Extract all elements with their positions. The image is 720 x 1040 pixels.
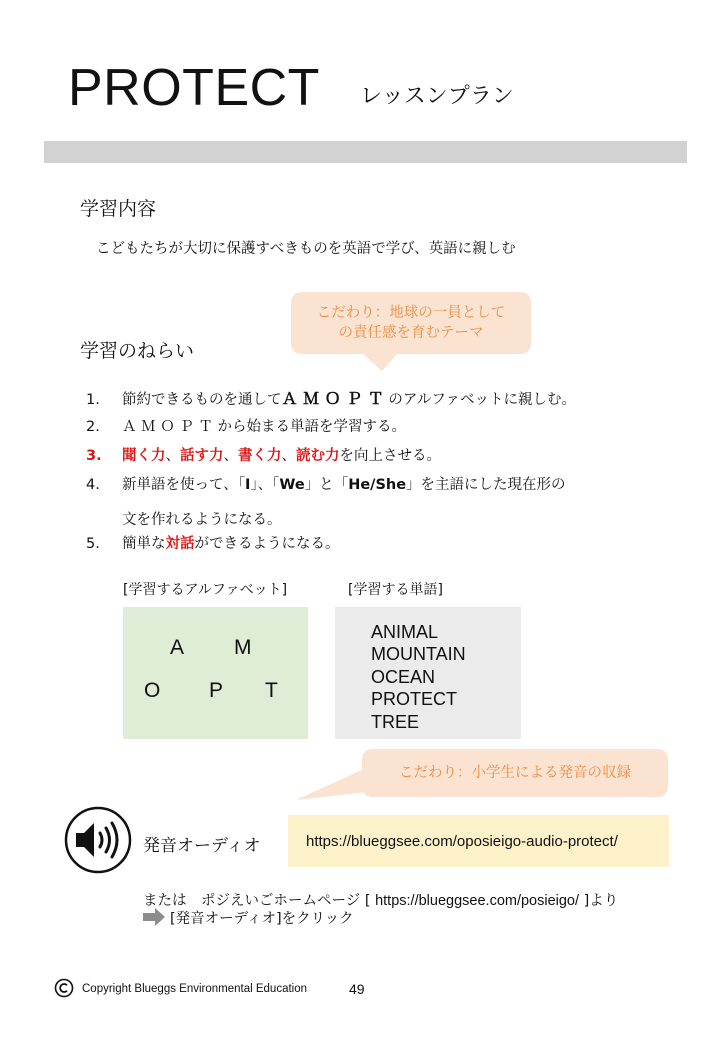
audio-url-box bbox=[288, 815, 669, 867]
goal-text: 新単語を使って、「 bbox=[122, 477, 245, 493]
kodawari-bubble-theme bbox=[291, 292, 531, 354]
subject-he-she: He/She bbox=[348, 477, 407, 493]
word-item: ANIMAL bbox=[371, 622, 439, 642]
goal-text: のアルファベットに親しむ。 bbox=[383, 392, 577, 408]
goal-text: Ａ Ｍ Ｏ Ｐ Ｔ から始まる単語を学習する。 bbox=[122, 419, 407, 435]
header-divider-bar bbox=[44, 141, 687, 163]
goal-item-2 bbox=[86, 420, 406, 435]
page-title: PROTECT bbox=[68, 59, 320, 117]
alt-text: ]より bbox=[579, 893, 619, 909]
word-item: OCEAN bbox=[371, 667, 436, 687]
word-item: PROTECT bbox=[371, 689, 458, 709]
goal-text: 」と「 bbox=[304, 477, 349, 493]
goal-separator: 、 bbox=[165, 448, 180, 464]
goal-number: 2. bbox=[86, 419, 100, 435]
goal-item-4-continuation: 文を作れるようになる。 bbox=[122, 512, 282, 528]
goal-letters: Ａ Ｍ Ｏ Ｐ Ｔ bbox=[281, 389, 384, 408]
speaker-icon[interactable] bbox=[64, 806, 132, 874]
homepage-link[interactable]: https://blueggsee.com/posieigo/ bbox=[375, 893, 580, 909]
alphabet-label: [学習するアルファベット] bbox=[123, 582, 288, 598]
arrow-right-icon bbox=[143, 908, 165, 926]
goal-text: 」、「 bbox=[250, 477, 280, 493]
goal-text: 簡単な bbox=[122, 536, 166, 552]
word-item: TREE bbox=[371, 712, 420, 732]
page-subtitle: レッスンプラン bbox=[360, 84, 514, 109]
goal-text: を向上させる。 bbox=[339, 448, 441, 464]
goal-text: ができるようになる。 bbox=[194, 536, 340, 552]
goal-item-4 bbox=[86, 478, 566, 493]
goal-text: 」を主語にした現在形の bbox=[406, 477, 566, 493]
letter: O bbox=[144, 679, 161, 702]
alphabet-box bbox=[123, 607, 308, 739]
letter: T bbox=[265, 679, 278, 702]
words-label: [学習する単語] bbox=[348, 582, 443, 598]
goal-item-3 bbox=[86, 449, 441, 464]
copyright-text: Copyright Blueggs Environmental Education bbox=[82, 983, 308, 995]
goal-number: 5. bbox=[86, 536, 100, 552]
goal-text: 節約できるものを通して bbox=[122, 392, 282, 408]
copyright-icon bbox=[54, 978, 74, 998]
subject-we: We bbox=[279, 477, 305, 493]
goal-number: 1. bbox=[86, 392, 100, 408]
alt-text: または ポジえいごホームページ [ bbox=[143, 893, 376, 909]
skill-writing: 書く力 bbox=[238, 448, 282, 464]
goal-item-1 bbox=[86, 391, 576, 408]
content-text: こどもたちが大切に保護すべきものを英語で学び、英語に親しむ bbox=[96, 241, 516, 257]
subject-i: I bbox=[244, 477, 251, 493]
page-number: 49 bbox=[349, 981, 365, 997]
letter: P bbox=[209, 679, 224, 702]
audio-label: 発音オーディオ bbox=[143, 836, 261, 856]
goal-item-5 bbox=[86, 537, 340, 552]
audio-url-link[interactable]: https://blueggsee.com/oposieigo-audio-protect/ bbox=[306, 833, 618, 850]
bubble-tail-icon bbox=[296, 768, 386, 802]
word-item: MOUNTAIN bbox=[371, 644, 466, 664]
skill-listening: 聞く力 bbox=[122, 448, 166, 464]
goal-number: 4. bbox=[86, 477, 100, 493]
bubble-tail-icon bbox=[360, 353, 400, 373]
goal-separator: 、 bbox=[281, 448, 296, 464]
goals-heading: 学習のねらい bbox=[80, 340, 195, 362]
alt-instruction-click: [発音オーディオ]をクリック bbox=[170, 911, 354, 927]
bubble-line: の責任感を育むテーマ bbox=[338, 325, 484, 341]
kodawari-bubble-audio: こだわり：小学生による発音の収録 bbox=[362, 749, 668, 797]
goal-number: 3. bbox=[86, 448, 102, 464]
content-heading: 学習内容 bbox=[80, 198, 157, 220]
bubble-line: こだわり：地球の一員として bbox=[316, 305, 506, 321]
goal-separator: 、 bbox=[223, 448, 238, 464]
letter: A bbox=[170, 636, 185, 659]
skill-speaking: 話す力 bbox=[180, 448, 224, 464]
letter: M bbox=[234, 636, 252, 659]
goal-dialogue: 対話 bbox=[165, 536, 195, 552]
skill-reading: 読む力 bbox=[296, 448, 340, 464]
words-box bbox=[335, 607, 521, 739]
